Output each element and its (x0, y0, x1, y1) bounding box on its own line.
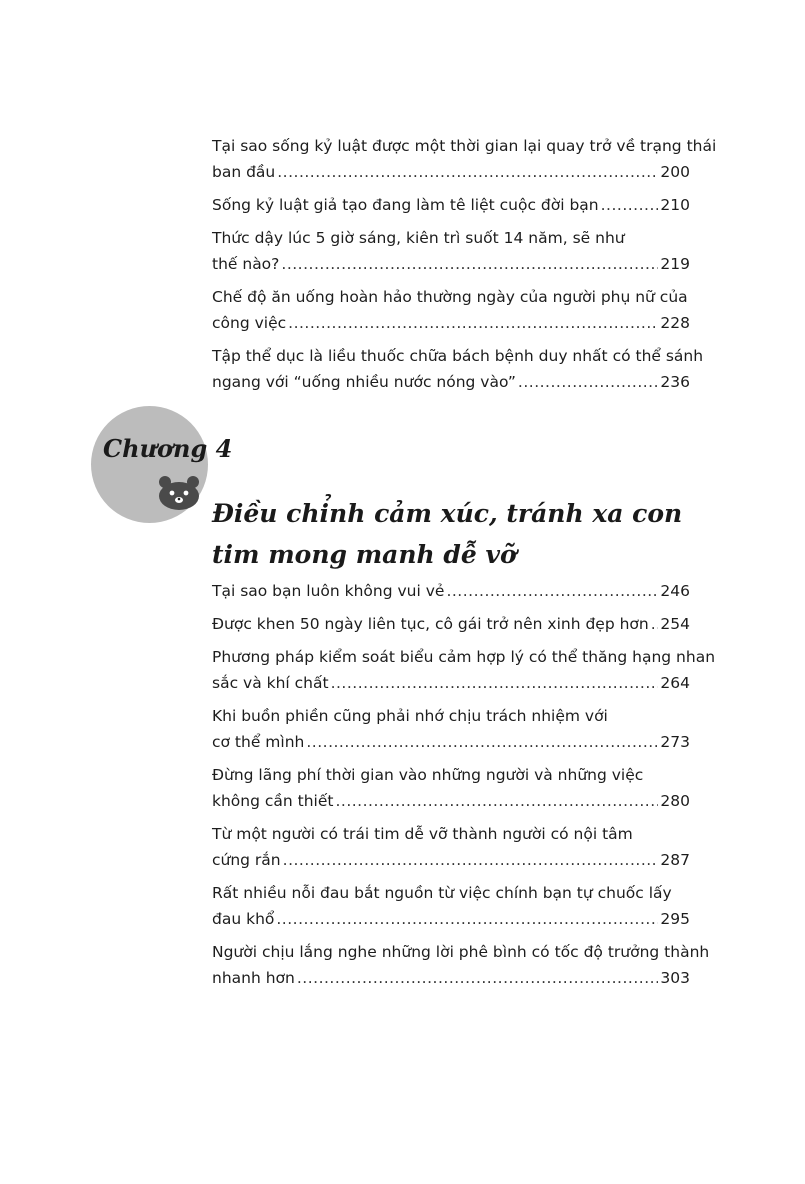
dot-leader (651, 611, 659, 637)
toc-entry-last-line (212, 369, 690, 395)
toc-page-number: 303 (660, 969, 690, 987)
toc-entry[interactable] (212, 225, 690, 277)
toc-entry-title-line: Đừng lãng phí thời gian vào những người và những việc (212, 766, 644, 784)
toc-entry-title-line: Thức dậy lúc 5 giờ sáng, kiên trì suốt 14 năm, sẽ như (212, 229, 625, 247)
toc-entry-title-line: Người chịu lắng nghe những lời phê bình có tốc độ trưởng thành (212, 943, 710, 961)
toc-entry-title-end: ngang với “uống nhiều nước nóng vào” (212, 373, 516, 391)
dot-leader (277, 159, 658, 185)
dot-leader (331, 670, 659, 696)
toc-entry-title-line: Từ một người có trái tim dễ vỡ thành người có nội tâm (212, 825, 633, 843)
toc-entry-title-end: đau khổ (212, 910, 275, 928)
toc-entry-last-line (212, 847, 690, 873)
toc-list-bottom (212, 578, 716, 998)
toc-entry[interactable] (212, 762, 690, 814)
dot-leader (288, 310, 658, 336)
bear-face-icon (157, 473, 201, 511)
dot-leader (281, 251, 658, 277)
toc-entry[interactable] (212, 133, 717, 185)
toc-entry-title-line: Khi buồn phiền cũng phải nhớ chịu trách nhiệm với (212, 707, 608, 725)
toc-entry[interactable] (212, 192, 690, 218)
toc-entry-last-line (212, 788, 690, 814)
toc-entry[interactable] (212, 644, 716, 696)
dot-leader (446, 578, 658, 604)
dot-leader (276, 906, 658, 932)
toc-page-number: 228 (660, 314, 690, 332)
dot-leader (518, 369, 658, 395)
toc-entry-title-line: Rất nhiều nỗi đau bắt nguồn từ việc chính bạn tự chuốc lấy (212, 884, 672, 902)
toc-page-number: 254 (660, 615, 690, 633)
toc-page-number: 273 (660, 733, 690, 751)
toc-entry[interactable] (212, 343, 704, 395)
dot-leader (601, 192, 659, 218)
toc-entry[interactable] (212, 611, 690, 637)
toc-page-number: 264 (660, 674, 690, 692)
toc-entry[interactable] (212, 821, 690, 873)
toc-entry-last-line (212, 670, 690, 696)
toc-entry-title-end: thế nào? (212, 255, 280, 273)
toc-entry-title-end: ban đầu (212, 163, 276, 181)
dot-leader (335, 788, 658, 814)
toc-entry-last-line (212, 159, 690, 185)
toc-entry-title-line: Tập thể dục là liều thuốc chữa bách bệnh duy nhất có thể sánh (212, 347, 704, 365)
toc-entry-title-line: Phương pháp kiểm soát biểu cảm hợp lý có thể thăng hạng nhan (212, 648, 716, 666)
toc-page-number: 280 (660, 792, 690, 810)
toc-list-top (212, 133, 717, 402)
toc-entry-title-line: Tại sao sống kỷ luật được một thời gian lại quay trở về trạng thái (212, 137, 717, 155)
toc-entry[interactable] (212, 703, 690, 755)
toc-page-number: 287 (660, 851, 690, 869)
toc-entry-title-end: Sống kỷ luật giả tạo đang làm tê liệt cuộc đời bạn (212, 196, 599, 214)
toc-entry-last-line (212, 965, 690, 991)
toc-entry-title-end: cứng rắn (212, 851, 281, 869)
toc-entry-last-line (212, 192, 690, 218)
dot-leader (283, 847, 659, 873)
toc-entry-title-end: không cần thiết (212, 792, 334, 810)
toc-page-number: 246 (660, 582, 690, 600)
toc-entry-title-end: Tại sao bạn luôn không vui vẻ (212, 582, 445, 600)
chapter-number-label: Chương 4 (103, 434, 233, 463)
toc-entry[interactable] (212, 578, 690, 604)
toc-page-number: 219 (660, 255, 690, 273)
toc-entry-title-end: Được khen 50 ngày liên tục, cô gái trở nên xinh đẹp hơn (212, 615, 649, 633)
chapter-title: Điều chỉnh cảm xúc, tránh xa con tim mong manh dễ vỡ (212, 499, 683, 569)
toc-entry[interactable] (212, 880, 690, 932)
toc-entry[interactable] (212, 939, 710, 991)
toc-entry-title-end: sắc và khí chất (212, 674, 329, 692)
dot-leader (297, 965, 659, 991)
toc-entry-title-line: Chế độ ăn uống hoàn hảo thường ngày của người phụ nữ của (212, 288, 688, 306)
toc-entry-title-end: cơ thể mình (212, 733, 305, 751)
toc-page-number: 210 (660, 196, 690, 214)
toc-entry-last-line (212, 611, 690, 637)
toc-page-number: 295 (660, 910, 690, 928)
toc-entry-last-line (212, 251, 690, 277)
toc-entry-last-line (212, 310, 690, 336)
toc-entry-title-end: nhanh hơn (212, 969, 295, 987)
toc-entry-last-line (212, 729, 690, 755)
toc-entry-last-line (212, 906, 690, 932)
dot-leader (306, 729, 658, 755)
toc-entry-last-line (212, 578, 690, 604)
toc-entry[interactable] (212, 284, 690, 336)
toc-page-number: 236 (660, 373, 690, 391)
toc-entry-title-end: công việc (212, 314, 287, 332)
toc-page-number: 200 (660, 163, 690, 181)
